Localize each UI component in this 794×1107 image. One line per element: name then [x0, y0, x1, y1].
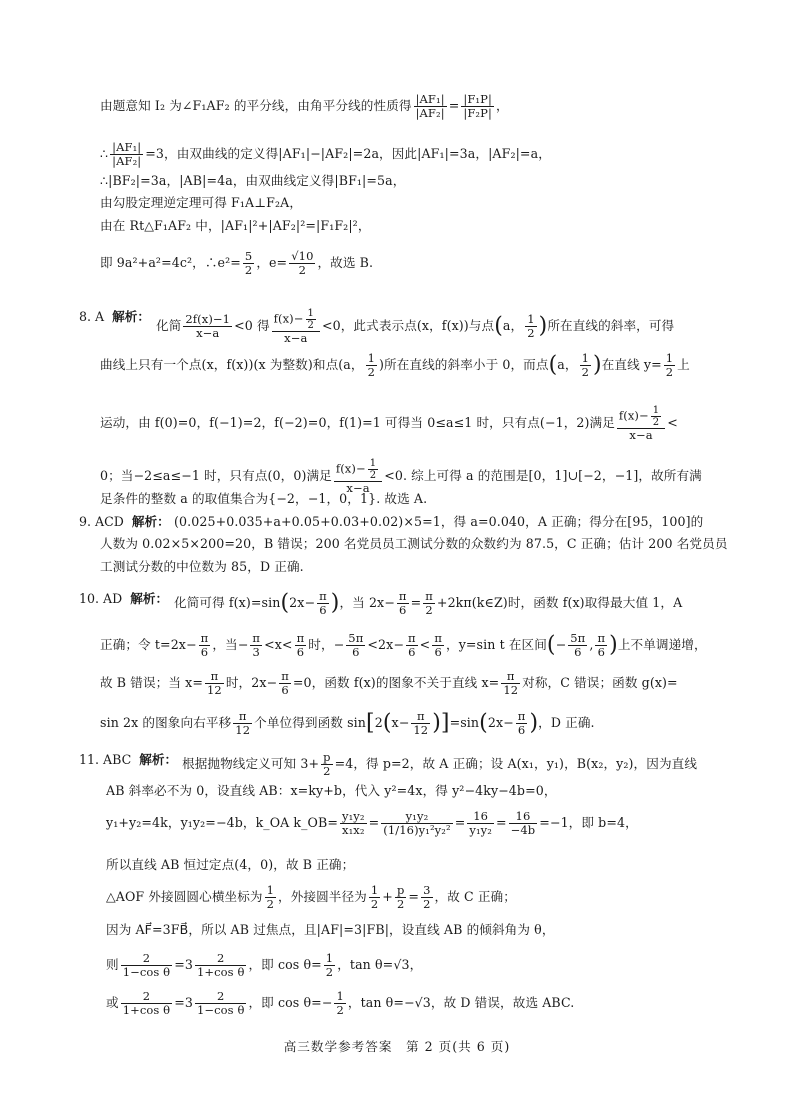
analysis-tag: 解析：: [130, 591, 169, 606]
q11-line-1: 根据抛物线定义可知 3+ $\frac{p}{2}$ =4，得 p=2，故 A 正确；设 A(x₁，y₁)，B(x₂，y₂)，因为直线: [182, 750, 698, 778]
q8-line-1: 化简 $\frac{2f(x)-1}{x-a}$ <0 得 f(x)− $\frac{1}{2}$ x−a <0，此式表示点(x，f(x))与点(a， $\frac{1}{2}$ )所在直线的斜率，可得: [156, 308, 675, 345]
q11-line-6: 因为 AF⃗=3FB⃗，所以 AB 过焦点，且|AF|=3|FB|，设直线 AB 的倾斜角为 θ，: [106, 922, 555, 937]
fraction: $\frac{\text{|AF₁|}}{\text{|AF₂|}}$: [415, 92, 445, 120]
fraction: $\frac{\text{|AF₁|}}{\text{|AF₂|}}$: [112, 140, 142, 168]
q8-label: 8. A 解析：: [79, 309, 150, 324]
q9-line-3: 工测试分数的中位数为 85，D 正确.: [100, 559, 304, 574]
line-angle-bisector: 由题意知 I₂ 为∠F₁AF₂ 的平分线，由角平分线的性质得 $\frac{\text{|AF₁|}}{\text{|AF₂|}}$ = $\frac{\text{|F₁P|}}{\text{|F₂P|}}$ ，: [100, 92, 509, 120]
text: 由题意知 I₂ 为∠F₁AF₂ 的平分线，由角平分线的性质得: [100, 98, 412, 113]
page-footer: 高三数学参考答案 第 2 页(共 6 页): [283, 1039, 511, 1054]
q11-line-2: AB 斜率必不为 0，设直线 AB：x=ky+b，代入 y²=4x，得 y²−4ky−4b=0，: [106, 783, 557, 798]
q11-line-5: △AOF 外接圆圆心横坐标为 $\frac{1}{2}$ ，外接圆半径为 $\frac{1}{2}$ + $\frac{p}{2}$ = $\frac{3}{2}$ ，故 C 正确；: [106, 883, 516, 911]
q11-line-3: y₁+y₂=4k，y₁y₂=−4b，k_OA k_OB= $\frac{\text{y₁y₂}}{\text{x₁x₂}}$ = $\frac{\text{y₁y₂}}{\text{(1/16)y₁²y₂²}}$ = $\frac{16}{\text{y₁y₂}}$ = $\frac{16}{-4b}$ =−1，即 b=4，: [106, 809, 638, 837]
q10-line-3: 故 B 错误；当 x= $\frac{\pi}{12}$ 时，2x− $\frac{\pi}{6}$ =0，函数 f(x)的图象不关于直线 x= $\frac{\pi}{12}$ 对称，C 错误；函数 g(x)=: [100, 669, 678, 697]
q8-line-2: 曲线上只有一个点(x，f(x))(x 为整数)和点(a， $\frac{1}{2}$ )所在直线的斜率小于 0，而点(a， $\frac{1}{2}$ )在直线 y= $\frac{1}{2}$ 上: [100, 351, 690, 379]
q10-line-2: 正确；令 t=2x− $\frac{\pi}{6}$ ，当− $\frac{\pi}{3}$ <x< $\frac{\pi}{6}$ 时，− $\frac{5\pi}{6}$ <2x− $\frac{\pi}{6}$ < $\frac{\pi}{6}$ ，y=sin t 在区间(− $\frac{5\pi}{6}$ , $\frac{\pi}{6}$ )上不单调递增，: [100, 631, 707, 659]
q8-line-3: 运动，由 f(0)=0，f(−1)=2，f(−2)=0，f(1)=1 可得当 0≤a≤1 时，只有点(−1，2)满足 f(x)− $\frac{1}{2}$ x−a <: [100, 405, 678, 442]
line-pythagoras: 由在 Rt△F₁AF₂ 中，|AF₁|²+|AF₂|²=|F₁F₂|²，: [100, 218, 371, 233]
q10-line-1: 化简可得 f(x)=sin(2x− $\frac{\pi}{6}$ )，当 2x− $\frac{\pi}{6}$ = $\frac{\pi}{2}$ +2kπ(k∈Z)时，函数 f(x)取得最大值 1，A: [174, 589, 683, 617]
analysis-tag: 解析：: [131, 514, 170, 529]
q10-line-4: sin 2x 的图象向右平移 $\frac{\pi}{12}$ 个单位得到函数 sin[2(x− $\frac{\pi}{12}$ )]=sin(2x− $\frac{\pi}{6}$ )，D 正确.: [100, 709, 595, 737]
line-eccentricity: 即 9a²+a²=4c²，∴e²= $\frac{5}{2}$ ，e= $\frac{√10}{2}$ ，故选 B.: [100, 249, 374, 277]
q11-line-8: 或 $\frac{2}{\text{1+cos θ}}$ =3 $\frac{2}{\text{1−cos θ}}$ ，即 cos θ=− $\frac{1}{2}$ ，tan θ=−√3，故 D 错误，故选 ABC.: [106, 989, 575, 1017]
line-bf2: ∴|BF₂|=3a，|AB|=4a，由双曲线定义得|BF₁|=5a，: [100, 173, 406, 188]
q9-line-2: 人数为 0.02×5×200=20，B 错误；200 名党员员工测试分数的众数约为 87.5，C 正确；估计 200 名党员员: [100, 536, 728, 551]
line-perpendicular: 由勾股定理逆定理可得 F₁A⊥F₂A，: [100, 195, 303, 210]
q11-line-4: 所以直线 AB 恒过定点(4，0)，故 B 正确；: [106, 857, 355, 872]
line-ratio-three: ∴ $\frac{\text{|AF₁|}}{\text{|AF₂|}}$ =3，由双曲线的定义得|AF₁|−|AF₂|=2a，因此|AF₁|=3a，|AF₂|=a，: [100, 140, 551, 168]
q8-line-4: 0；当−2≤a≤−1 时，只有点(0，0)满足 f(x)− $\frac{1}{2}$ x−a <0. 综上可得 a 的范围是[0，1]∪[−2，−1]，故所有满: [100, 458, 702, 495]
fraction: $\frac{\text{|F₁P|}}{\text{|F₂P|}}$: [463, 92, 492, 120]
analysis-tag: 解析：: [139, 752, 178, 767]
q9-line-1: (0.025+0.035+a+0.05+0.03+0.02)×5=1，得 a=0.040，A 正确；得分在[95，100]的: [174, 514, 704, 529]
q11-line-7: 则 $\frac{2}{\text{1−cos θ}}$ =3 $\frac{2}{\text{1+cos θ}}$ ，即 cos θ= $\frac{1}{2}$ ，tan θ=√3，: [106, 951, 423, 979]
q10-label: 10. AD 解析：: [79, 591, 169, 606]
q8-line-5: 足条件的整数 a 的取值集合为{−2，−1，0，1}. 故选 A.: [100, 491, 428, 506]
analysis-tag: 解析：: [112, 309, 150, 324]
q11-label: 11. ABC 解析：: [79, 752, 178, 767]
q9-label: 9. ACD 解析：: [79, 514, 170, 529]
